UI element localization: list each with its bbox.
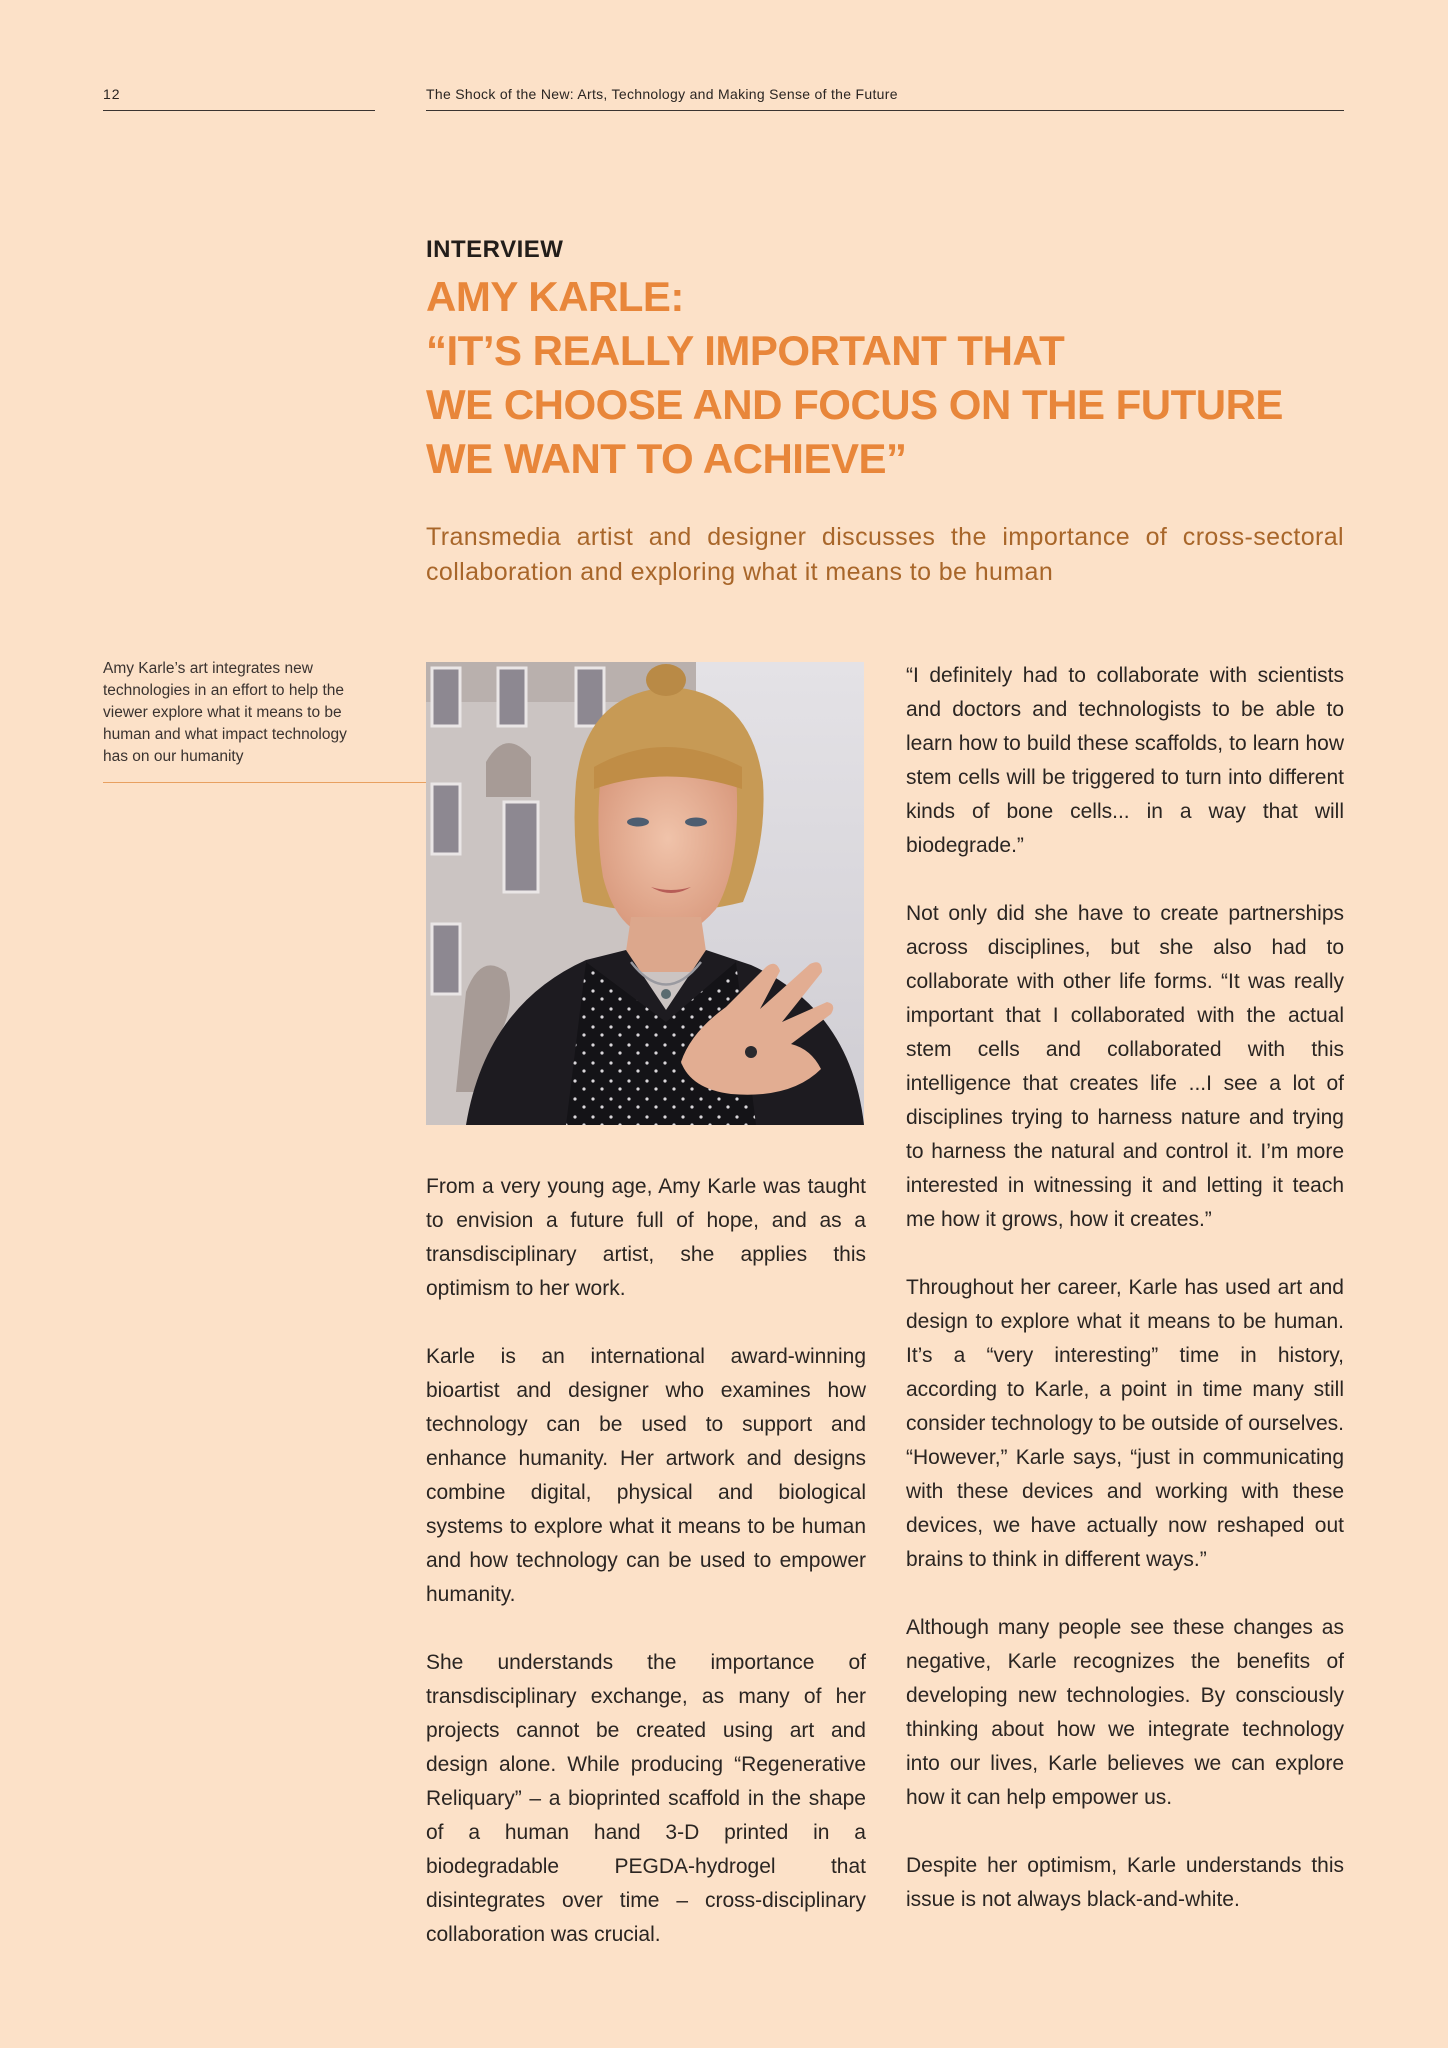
portrait-photo (426, 662, 864, 1125)
photo-caption: Amy Karle’s art integrates new technologies in an effort to help the viewer explore what it means to be human and what impact technology has on our humanity (103, 660, 347, 765)
body-paragraph: “I definitely had to collaborate with scientists and doctors and technologists to be able to learn how to build these scaffolds, to learn how stem cells will be triggered to turn into different kinds of bone cells... in a way that will biodegrade.” (906, 664, 1344, 857)
body-paragraph: Throughout her career, Karle has used art and design to explore what it means to be human. It’s a “very interesting” time in history, according to Karle, a point in time many still consider technology to be outside of ourselves. “However,” Karle says, “just in communicating with these devices and working with these devices, we have actually now reshaped out brains to think in different ways.” (906, 1276, 1344, 1571)
article-column-left (426, 1170, 866, 1952)
running-title: The Shock of the New: Arts, Technology and Making Sense of the Future (426, 86, 1344, 111)
headline-line: AMY KARLE: (426, 273, 684, 320)
body-paragraph: From a very young age, Amy Karle was taught to envision a future full of hope, and as a transdisciplinary artist, she applies this optimism to her work. (426, 1175, 866, 1300)
headline-line: WE CHOOSE AND FOCUS ON THE FUTURE (426, 381, 1283, 428)
body-paragraph: She understands the importance of transdisciplinary exchange, as many of her projects cannot be created using art and design alone. While producing “Regenerative Reliquary” – a bioprinted scaffold in the shape of a human hand 3-D printed in a biodegradable PEGDA-hydrogel that disintegrates over time – cross-disciplinary collaboration was crucial. (426, 1651, 866, 1946)
body-paragraph: Although many people see these changes as negative, Karle recognizes the benefits of developing new technologies. By consciously thinking about how we integrate technology into our lives, Karle believes we can explore how it can help empower us. (906, 1616, 1344, 1809)
article-column-right (906, 659, 1344, 1917)
body-paragraph: Not only did she have to create partnerships across disciplines, but she also had to collaborate with other life forms. “It was really important that I collaborated with the actual stem cells and collaborated with this intelligence that creates life ...I see a lot of disciplines trying to harness nature and trying to harness the natural and control it. I’m more interested in witnessing it and letting it teach me how it grows, how it creates.” (906, 902, 1344, 1231)
headline (426, 270, 1344, 486)
body-paragraph: Karle is an international award-winning bioartist and designer who examines how technology can be used to support and enhance humanity. Her artwork and designs combine digital, physical and biological systems to explore what it means to be human and how technology can be used to empower humanity. (426, 1345, 866, 1606)
page-number: 12 (103, 86, 375, 111)
headline-line: “IT’S REALLY IMPORTANT THAT (426, 327, 1065, 374)
body-paragraph: Despite her optimism, Karle understands this issue is not always black-and-white. (906, 1854, 1344, 1911)
section-kicker: INTERVIEW (426, 236, 564, 263)
subheadline: Transmedia artist and designer discusses the importance of cross-sectoral collaboration and exploring what it means to be human (426, 523, 1344, 586)
caption-rule (103, 782, 426, 783)
headline-line: WE WANT TO ACHIEVE” (426, 435, 907, 482)
